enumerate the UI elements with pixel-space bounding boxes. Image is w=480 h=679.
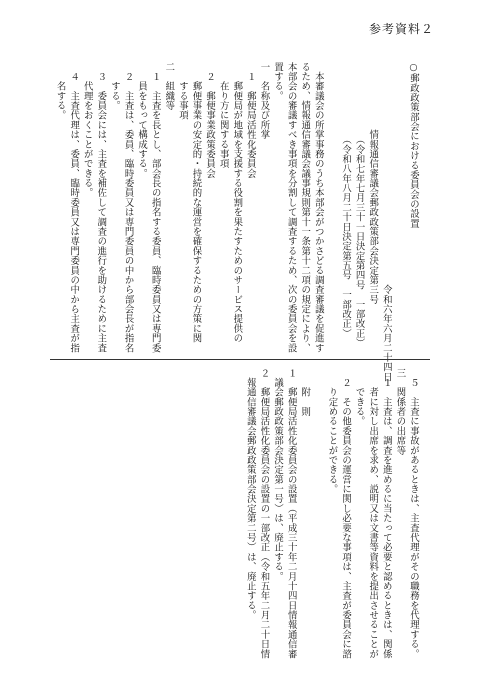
text-column: 郵便局が地域を支援する役割を果たすためのサービス提供の bbox=[231, 62, 243, 344]
text-column: 置する。 bbox=[272, 62, 284, 101]
text-column: 名する。 bbox=[54, 62, 66, 121]
text-column: １ 主査は、調査を進めるに当たって必要と認めるときは、関係 bbox=[380, 368, 392, 659]
text-column: １ 主査を長とし、部会長の指名する委員、臨時委員又は専門委 bbox=[149, 62, 161, 353]
text-column: 情報通信審議会郵政政策部会決定第三号 bbox=[367, 62, 379, 305]
text-column: ２ 郵便局活性化委員会の設置の一部改正（令和五年二月二十日情 bbox=[258, 368, 270, 659]
text-column: 議会郵政政策部会決定第一号）は、廃止する。 bbox=[272, 368, 284, 582]
section-divider bbox=[50, 359, 430, 360]
text-column: ○郵政政策部会における委員会の設置 bbox=[408, 62, 419, 229]
text-column: （令和八年八月二十日決定第五号 一部改正） bbox=[340, 62, 352, 339]
text-column: るため、情報通信審議会議事規則第十一条第十二項の規定により、 bbox=[299, 62, 311, 353]
text-column: ３ 委員会には、主査を補佐して調査の進行を助けるために主査 bbox=[95, 62, 107, 353]
text-column: り定めることができる。 bbox=[326, 368, 338, 494]
text-column bbox=[325, 62, 339, 354]
text-column: 報通信審議会郵政政策部会決定第二号）は、廃止する。 bbox=[244, 368, 256, 620]
text-column: できる。 bbox=[353, 368, 365, 427]
text-column: 一 名称及び所掌 bbox=[258, 62, 270, 140]
text-column: ４ 主査代理は、委員、臨時委員又は専門委員の中から主査が指 bbox=[68, 62, 80, 353]
text-column: 三 関係者の出席等 bbox=[394, 368, 406, 456]
text-column: 二 組織等 bbox=[163, 62, 175, 111]
upper-text-block bbox=[53, 62, 420, 382]
text-column: １ 郵便局活性化委員会 bbox=[244, 62, 256, 179]
text-column: 附 則 bbox=[299, 368, 311, 417]
text-column: する事項 bbox=[176, 62, 188, 121]
text-column: （令和七年七月三十一日決定第四号 一部改正） bbox=[353, 62, 365, 349]
text-column: 郵便事業の安定的・持続的な運営を確保するための方策に関 bbox=[190, 62, 202, 344]
text-column: 者に対し出席を求め、説明又は文書等資料を提出させることが bbox=[367, 368, 379, 659]
text-column bbox=[311, 368, 325, 658]
text-column: 代理をおくことができる。 bbox=[81, 62, 93, 198]
page-label: 参考資料２ bbox=[368, 22, 434, 36]
text-column: 在り方に関する事項 bbox=[217, 62, 229, 169]
text-column: ２ 主査は、委員、臨時委員又は専門委員の中から部会長が指名 bbox=[122, 62, 134, 353]
text-column: 令和六年六月二十四日 bbox=[380, 62, 392, 382]
text-column: 本部会の審議すべき事項を分割して調査するため、次の委員会を設 bbox=[285, 62, 297, 353]
text-column: ５ 主査に事故があるときは、主査代理がその職務を代理する。 bbox=[408, 368, 419, 659]
text-column: ２ 郵便事業政策委員会 bbox=[204, 62, 216, 179]
text-column: ２ その他委員会の運営に関し必要な事項は、主査が委員会に諮 bbox=[340, 368, 352, 659]
text-column bbox=[393, 62, 407, 354]
text-column: １ 郵便局活性化委員会の設置（平成三十年二月十四日情報通信審 bbox=[285, 368, 297, 659]
text-column: する。 bbox=[108, 62, 120, 111]
lower-text-block bbox=[243, 368, 420, 658]
text-column: 本審議会の所掌事務のうち本部会がつかさどる調査審議を促進す bbox=[312, 62, 324, 353]
text-column: 員をもって構成する。 bbox=[136, 62, 148, 179]
